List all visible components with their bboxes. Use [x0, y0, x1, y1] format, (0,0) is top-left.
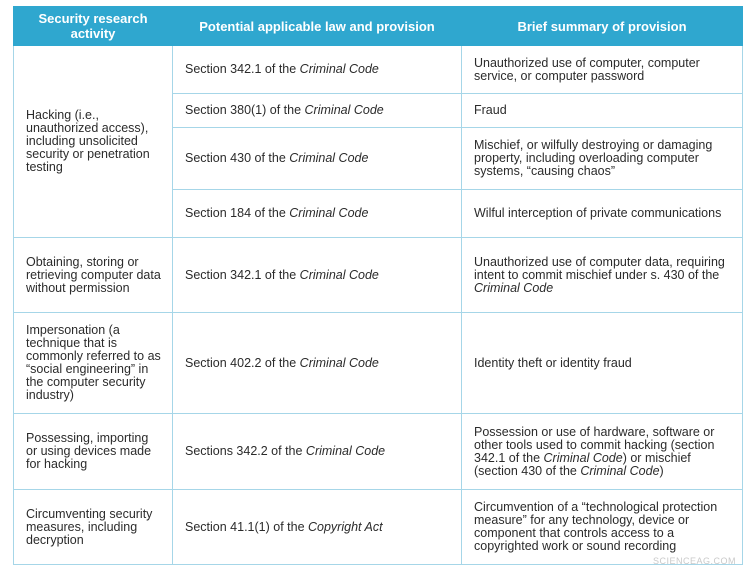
summary-cell: Identity theft or identity fraud — [462, 313, 743, 414]
activity-cell: Impersonation (a technique that is commonly referred to as “social engineering” in the computer security industry) — [14, 313, 173, 414]
table-row — [14, 490, 743, 565]
activity-cell: Circumventing security measures, including decryption — [14, 490, 173, 565]
summary-cell: Unauthorized use of computer data, requiring intent to commit mischief under s. 430 of the Criminal Code — [462, 238, 743, 313]
header-row — [14, 7, 743, 46]
header-summary: Brief summary of provision — [462, 7, 743, 46]
law-cell: Sections 342.2 of the Criminal Code — [173, 414, 462, 490]
law-cell: Section 184 of the Criminal Code — [173, 190, 462, 238]
law-cell: Section 380(1) of the Criminal Code — [173, 94, 462, 128]
watermark: SCIENCEAG.COM — [652, 556, 736, 566]
table-row — [14, 46, 743, 94]
header-activity: Security research activity — [14, 7, 173, 46]
summary-cell: Circumvention of a “technological protection measure” for any technology, device or component that controls access to a copyrighted work or sound recording — [462, 490, 743, 565]
summary-cell: Fraud — [462, 94, 743, 128]
table-row — [14, 238, 743, 313]
summary-cell: Wilful interception of private communications — [462, 190, 743, 238]
table-row — [14, 313, 743, 414]
law-cell: Section 402.2 of the Criminal Code — [173, 313, 462, 414]
law-cell: Section 342.1 of the Criminal Code — [173, 46, 462, 94]
summary-cell: Unauthorized use of computer, computer service, or computer password — [462, 46, 743, 94]
law-cell: Section 342.1 of the Criminal Code — [173, 238, 462, 313]
summary-cell: Possession or use of hardware, software or other tools used to commit hacking (section 342.1 of the Criminal Code) or mischief (section 430 of the Criminal Code) — [462, 414, 743, 490]
activity-cell: Hacking (i.e., unauthorized access), including unsolicited security or penetration testing — [14, 46, 173, 238]
activity-cell: Obtaining, storing or retrieving computer data without permission — [14, 238, 173, 313]
provisions-table — [13, 6, 743, 565]
law-cell: Section 41.1(1) of the Copyright Act — [173, 490, 462, 565]
header-law: Potential applicable law and provision — [173, 7, 462, 46]
summary-cell: Mischief, or wilfully destroying or damaging property, including overloading computer systems, “causing chaos” — [462, 128, 743, 190]
law-cell: Section 430 of the Criminal Code — [173, 128, 462, 190]
activity-cell: Possessing, importing or using devices made for hacking — [14, 414, 173, 490]
table-row — [14, 414, 743, 490]
